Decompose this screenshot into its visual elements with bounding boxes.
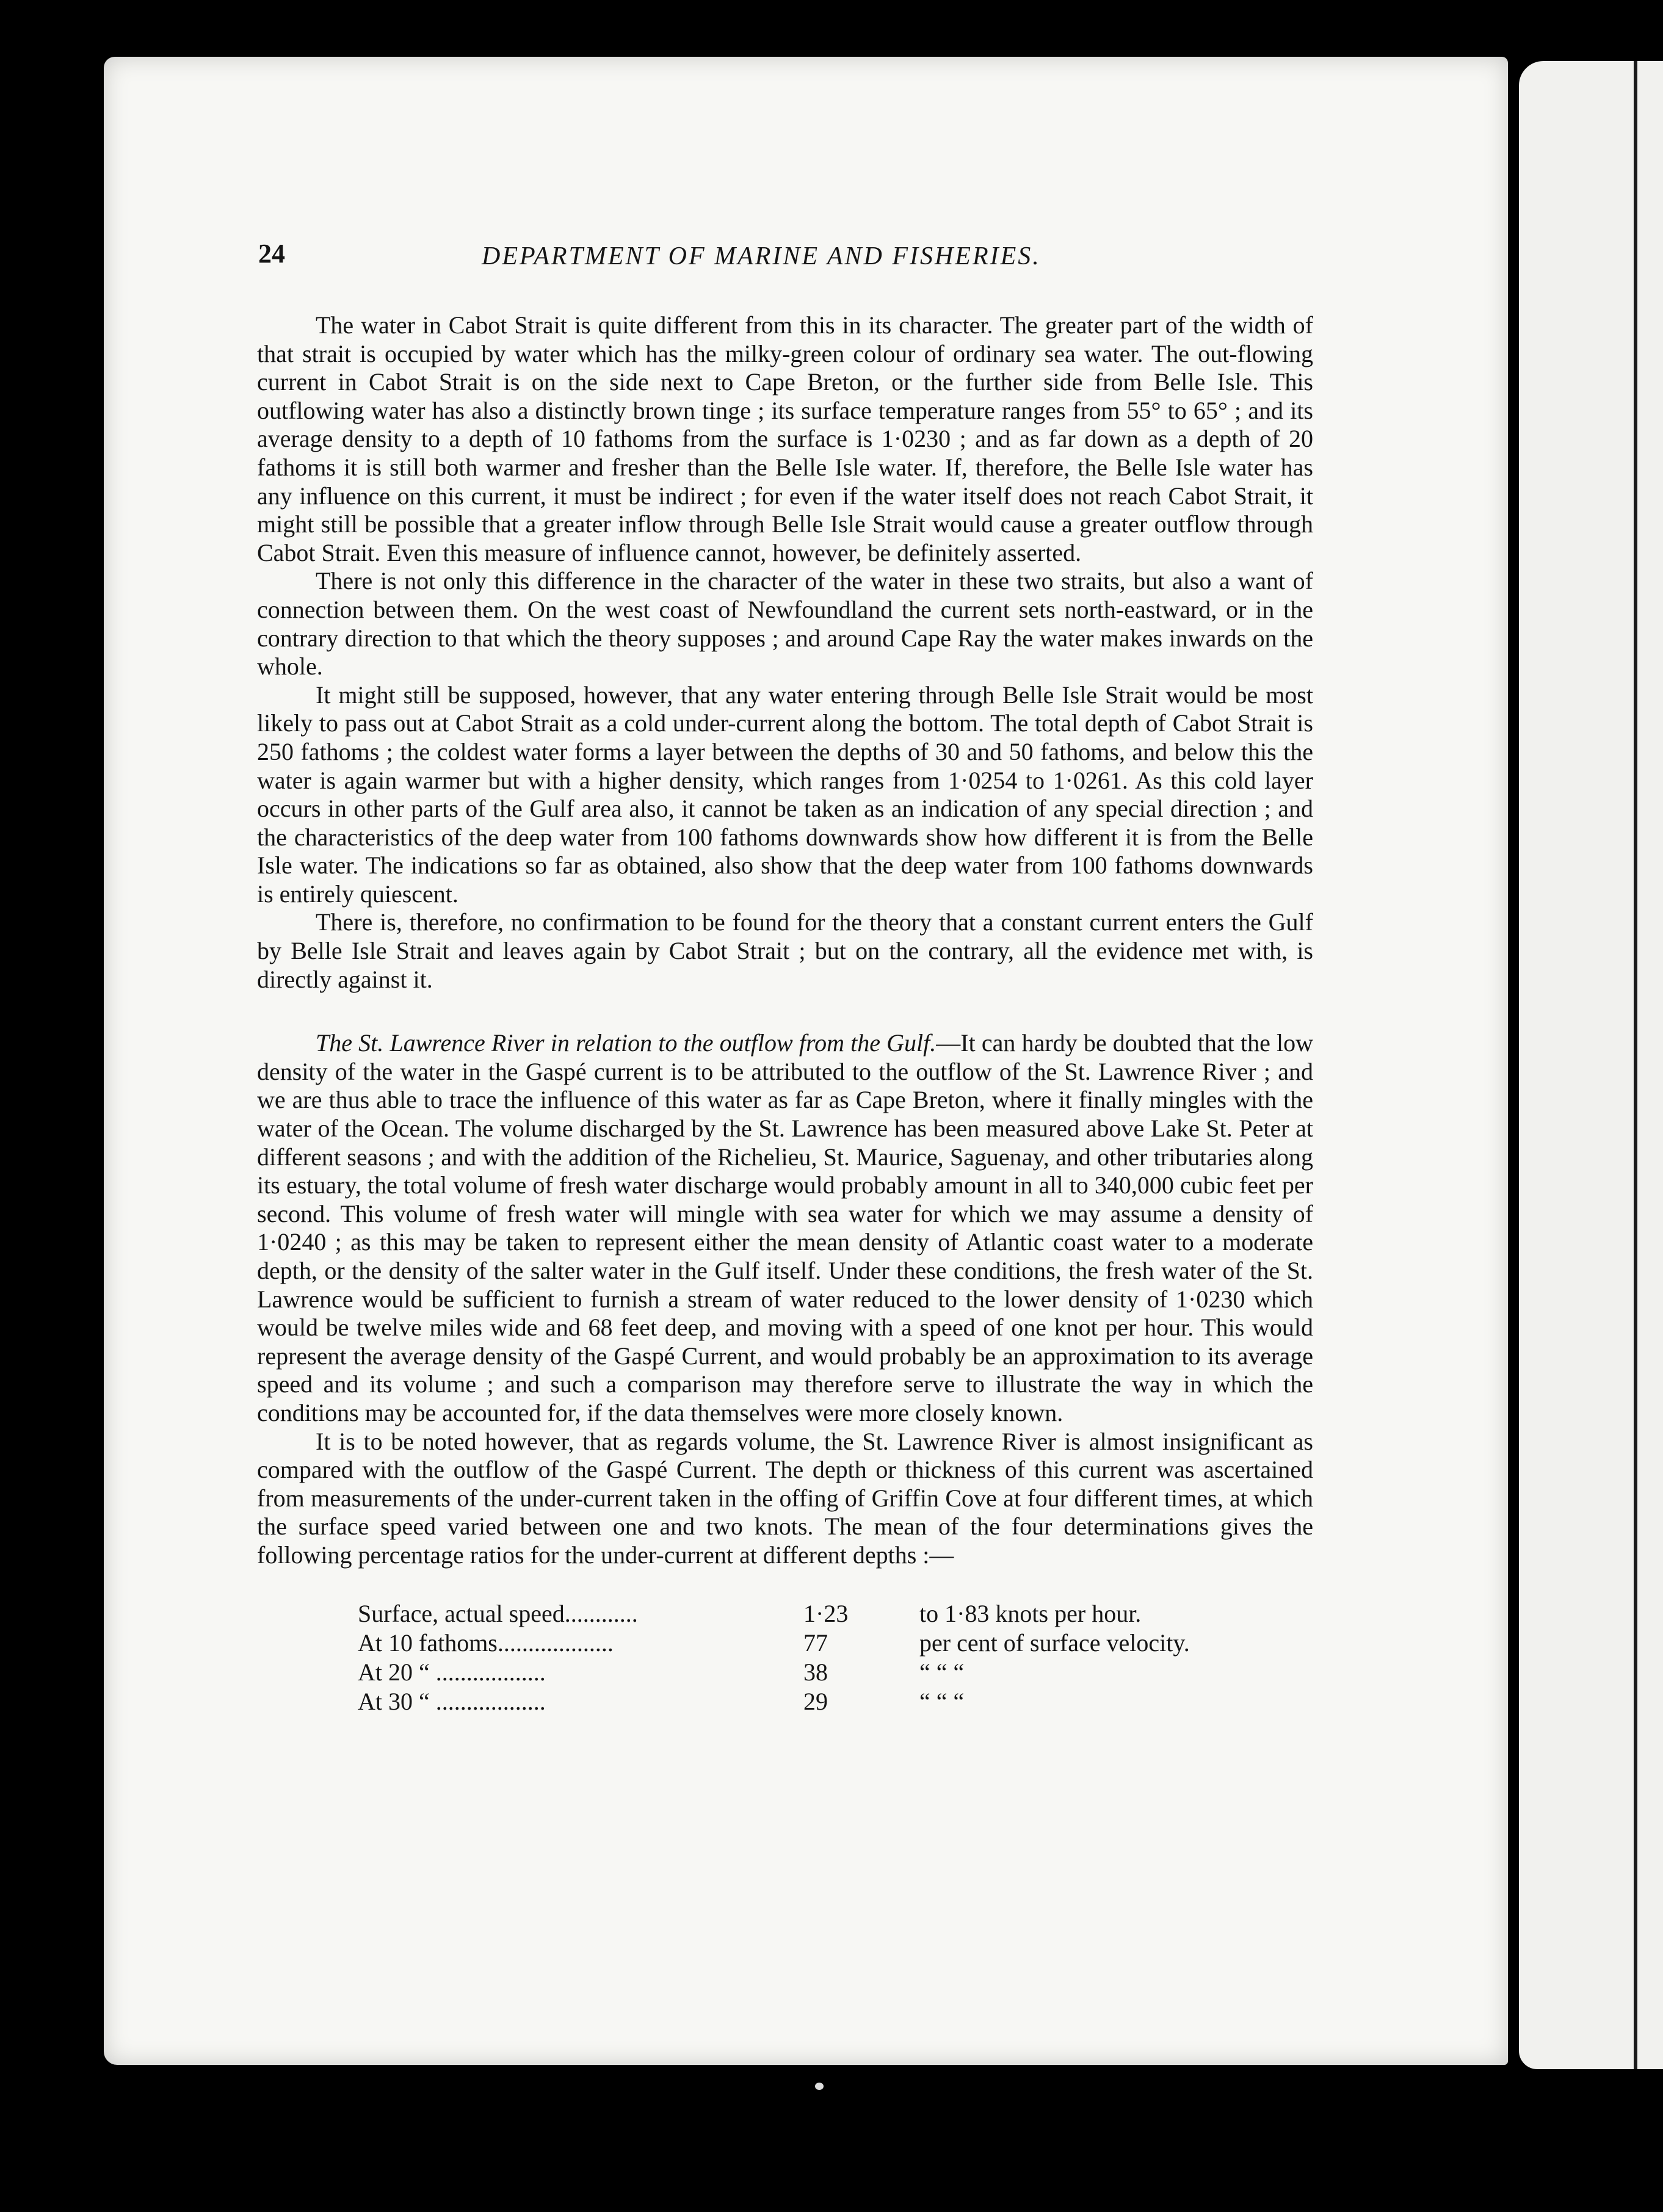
unit-cell: to 1·83 knots per hour.	[919, 1599, 1142, 1627]
table-row	[358, 1687, 1190, 1716]
table-row	[358, 1628, 1190, 1658]
unit-cell: per cent of surface velocity.	[919, 1628, 1190, 1657]
table-row	[358, 1599, 1190, 1628]
page-edge-shadow	[1634, 61, 1637, 2069]
depth-cell: At 30 “ ..................	[358, 1687, 546, 1715]
facing-page-edge	[1519, 61, 1663, 2069]
paragraph-volume: It is to be noted however, that as regards volume, the St. Lawrence River is almost insignificant as compared with the outflow of the Gaspé Current. The depth or thickness of this current was ascertained from measurements of the under-current taken in the offing of Griffin Cove at four different times, at which the surface speed varied between one and two knots. The mean of the four determinations gives the following percentage ratios for the under-current at different depths :—	[257, 1427, 1313, 1569]
paragraph-connection: There is not only this difference in the character of the water in these two straits, but also a want of connection between them. On the west coast of Newfoundland the current sets north-eastward, or in the contrary direction to that which the theory supposes ; and around Cape Ray the water makes inwards on the whole.	[257, 567, 1313, 681]
unit-cell: “ “ “	[919, 1687, 965, 1715]
value-cell: 38	[803, 1658, 828, 1686]
paragraph-under-current: It might still be supposed, however, that any water entering through Belle Isle Strait would be most likely to pass out at Cabot Strait as a cold under-current along the bottom. The total depth of Cabot Strait is 250 fathoms ; the coldest water forms a layer between the depths of 30 and 50 fathoms, and below this the water is again warmer but with a higher density, which ranges from 1·0254 to 1·0261. As this cold layer occurs in other parts of the Gulf area also, it cannot be taken as an indication of any special direction ; and the characteristics of the deep water from 100 fathoms downwards show how different it is from the Belle Isle water. The indications so far as obtained, also show that the deep water from 100 fathoms downwards is entirely quiescent.	[257, 681, 1313, 908]
running-head	[257, 238, 1313, 281]
page-number: 24	[258, 239, 285, 269]
value-cell: 77	[803, 1628, 828, 1657]
table-row	[358, 1658, 1190, 1687]
scan-speck	[815, 2083, 824, 2090]
section-lead-text: —It can hardy be doubted that the low density of the water in the Gaspé current is to be attributed to the outflow of the St. Lawrence River ; and we are thus able to trace the influence of this water as far as Cape Breton, where it finally mingles with the water of the Ocean. The volume discharged by the St. Lawrence has been measured above Lake St. Peter at different seasons ; and with the addition of the Richelieu, St. Maurice, Saguenay, and other tributaries along its estuary, the total volume of fresh water discharge would probably amount in all to 340,000 cubic feet per second. This volume of fresh water will mingle with sea water for which we may assume a density of 1·0240 ; as this may be taken to represent either the mean density of Atlantic coast water to a moderate depth, or the density of the salter water in the Gulf itself. Under these conditions, the fresh water of the St. Lawrence would be sufficient to furnish a stream of water reduced to the lower density of 1·0230 which would be twelve miles wide and 68 feet deep, and moving with a speed of one knot per hour. This would represent the average density of the Gaspé Current, and would probably be an approximation to its average speed and its volume ; and such a comparison may therefore serve to illustrate the way in which the conditions may be accounted for, if the data themselves were more closely known.	[257, 1029, 1314, 1426]
depth-cell: At 20 “ ..................	[358, 1658, 546, 1686]
ratio-table	[358, 1599, 1190, 1716]
value-cell: 29	[803, 1687, 828, 1715]
value-cell: 1·23	[803, 1599, 849, 1627]
unit-cell: “ “ “	[919, 1658, 965, 1686]
paragraph-cabot-strait: The water in Cabot Strait is quite different from this in its character. The greater part of the width of that strait is occupied by water which has the milky-green colour of ordinary sea water. The out-flowing current in Cabot Strait is on the side next to Cape Breton, or the further side from Belle Isle. This outflowing water has also a distinctly brown tinge ; its surface temperature ranges from 55° to 65° ; and its average density to a depth of 10 fathoms from the surface is 1·0230 ; and as far down as a depth of 20 fathoms it is still both warmer and fresher than the Belle Isle water. If, therefore, the Belle Isle water has any influence on this current, it must be indirect ; for even if the water itself does not reach Cabot Strait, it might still be possible that a greater inflow through Belle Isle Strait would cause a greater outflow through Cabot Strait. Even this measure of influence cannot, however, be definitely asserted.	[257, 311, 1313, 566]
running-title: DEPARTMENT OF MARINE AND FISHERIES.	[482, 242, 1041, 270]
paragraph-conclusion: There is, therefore, no confirmation to be found for the theory that a constant current enters the Gulf by Belle Isle Strait and leaves again by Cabot Strait ; but on the contrary, all the evidence met with, is directly against it.	[257, 908, 1313, 993]
depth-cell: At 10 fathoms...................	[358, 1628, 614, 1657]
paragraph-st-lawrence	[257, 1029, 1313, 1427]
section-heading: The St. Lawrence River in relation to the outflow from the Gulf.	[316, 1029, 937, 1057]
page-content	[257, 238, 1313, 1716]
depth-cell: Surface, actual speed............	[358, 1599, 638, 1627]
